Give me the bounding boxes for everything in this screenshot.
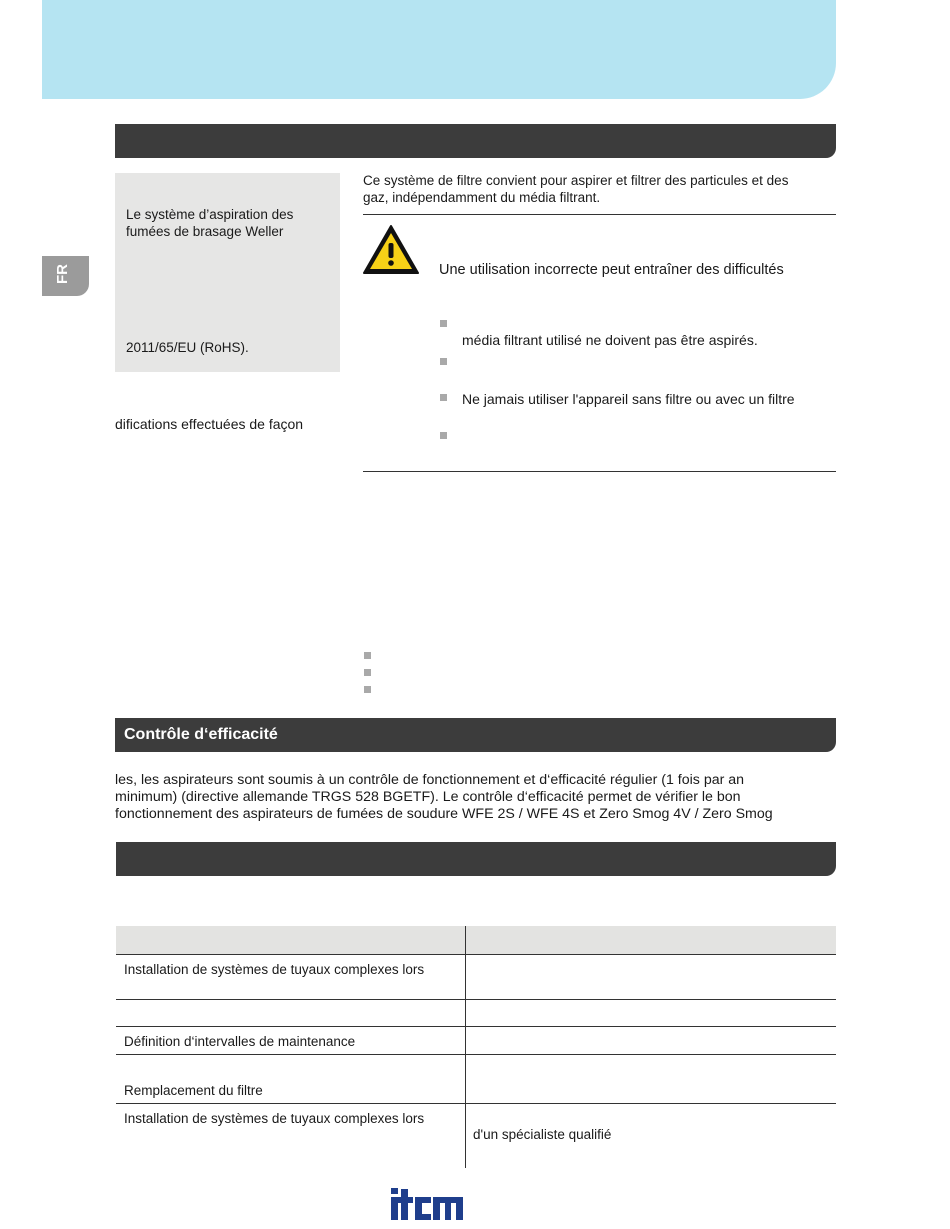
warning-text: Une utilisation incorrecte peut entraîner des difficultés xyxy=(439,262,784,278)
info-box-line-3: 2011/65/EU (RoHS). xyxy=(126,340,249,355)
divider-bottom xyxy=(363,471,836,472)
bullet-2 xyxy=(440,358,447,365)
bullet-1 xyxy=(440,320,447,327)
section-bar-1 xyxy=(115,124,836,158)
efficacite-title: Contrôle d‘efficacité xyxy=(124,726,278,743)
bullet-3-line-1: Ne jamais utiliser l'appareil sans filtre ou avec un filtre xyxy=(462,391,795,407)
table-cell: Remplacement du filtre xyxy=(124,1083,263,1098)
table-cell: Définition d‘intervalles de maintenance xyxy=(124,1034,356,1049)
list-bullet-2 xyxy=(364,669,371,676)
table-cell: Installation de systèmes de tuyaux complexes lors xyxy=(124,962,425,977)
table-header xyxy=(116,926,836,954)
bullet-1-line-2: média filtrant utilisé ne doivent pas être aspirés. xyxy=(462,332,758,348)
left-text-line: difications effectuées de façon xyxy=(115,416,304,432)
bullet-3 xyxy=(440,394,447,401)
table-row-divider xyxy=(116,1054,836,1055)
section-bar-3 xyxy=(116,842,836,876)
bullet-4 xyxy=(440,432,447,439)
language-tab-label: FR xyxy=(54,264,71,284)
table-row-divider xyxy=(116,1103,836,1104)
table-column-divider xyxy=(465,926,466,1168)
list-bullet-1 xyxy=(364,652,371,659)
table-row-divider xyxy=(116,1026,836,1027)
itm-logo xyxy=(391,1188,463,1220)
language-tab xyxy=(42,256,89,296)
list-bullet-3 xyxy=(364,686,371,693)
table-cell: Installation de systèmes de tuyaux complexes lors xyxy=(124,1111,425,1126)
table-row-divider xyxy=(116,954,836,955)
intro-line-1: Ce système de filtre convient pour aspirer et filtrer des particules et des xyxy=(363,173,789,188)
table-row-divider xyxy=(116,999,836,1000)
table-cell: d'un spécialiste qualifié xyxy=(473,1127,612,1142)
header-band xyxy=(42,0,836,99)
intro-line-2: gaz, indépendamment du média filtrant. xyxy=(363,190,601,205)
efficacite-line-3: fonctionnement des aspirateurs de fumées de soudure WFE 2S / WFE 4S et Zero Smog 4V / Zero Smog xyxy=(115,806,773,822)
divider-top xyxy=(363,214,836,215)
info-box-line-1: Le système d’aspiration des xyxy=(126,207,294,222)
warning-icon xyxy=(362,224,420,276)
efficacite-line-2: minimum) (directive allemande TRGS 528 BGETF). Le contrôle d‘efficacité permet de vérifier le bon xyxy=(115,789,741,805)
efficacite-line-1: les, les aspirateurs sont soumis à un contrôle de fonctionnement et d‘efficacité régulier (1 fois par an xyxy=(115,772,745,788)
info-box-line-2: fumées de brasage Weller xyxy=(126,224,284,239)
section-bar-efficacite xyxy=(115,718,836,752)
